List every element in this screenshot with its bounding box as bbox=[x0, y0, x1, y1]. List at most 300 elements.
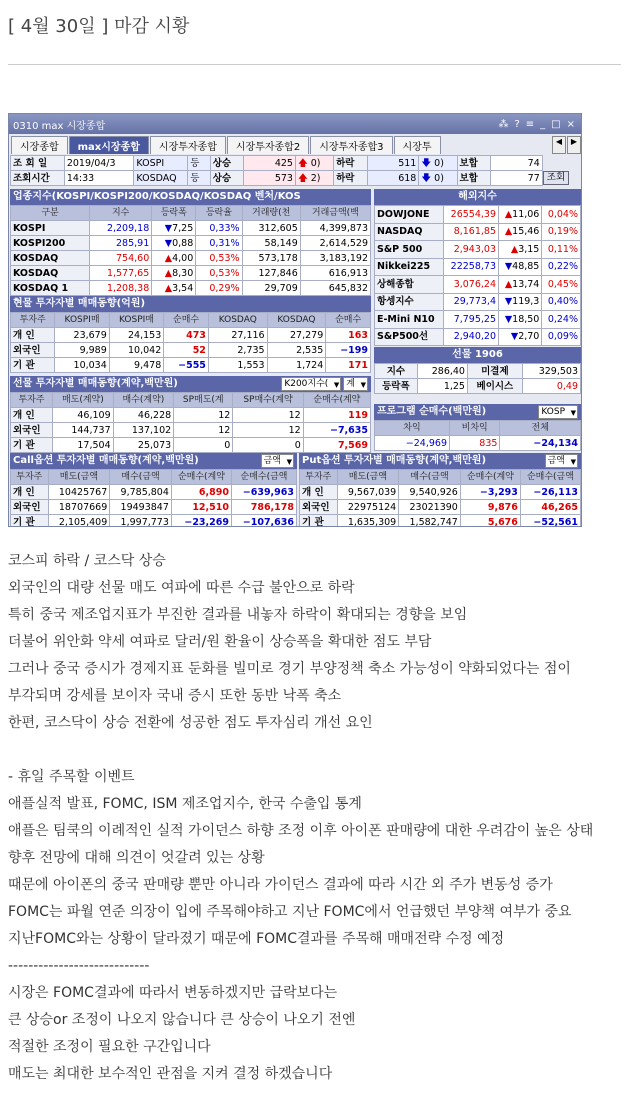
fall-label: 하락 bbox=[334, 156, 368, 171]
col-header: 거래량(천 bbox=[242, 206, 300, 221]
futures-block bbox=[374, 347, 581, 394]
investor-name: 외국인 bbox=[300, 500, 338, 515]
top-summary bbox=[10, 155, 581, 186]
value-cell: 23021390 bbox=[399, 500, 461, 515]
col-header: 매도(금액 bbox=[48, 470, 110, 485]
col-header: KOSPI매 bbox=[55, 313, 109, 328]
value-cell: 1,997,773 bbox=[110, 515, 172, 528]
value-cell: 1,582,747 bbox=[399, 515, 461, 528]
paragraph: 매도는 최대한 보수적인 관점을 지켜 결정 하겠습니다 bbox=[8, 1066, 333, 1082]
col-header: 순매수 bbox=[164, 313, 209, 328]
overseas-name: NASDAQ bbox=[375, 223, 444, 241]
futures-row bbox=[375, 364, 581, 379]
triangle-up-icon: ▲ bbox=[504, 226, 513, 238]
table-row bbox=[375, 293, 581, 311]
tab-market-summary[interactable]: 시장종합 bbox=[11, 136, 68, 154]
net-cell: 52 bbox=[164, 343, 209, 358]
net-cell: 9,876 bbox=[460, 500, 520, 515]
market-name: KOSDAQ bbox=[134, 171, 188, 186]
triangle-down-icon: ▼ bbox=[164, 222, 173, 234]
overseas-pct: 0,04% bbox=[542, 206, 581, 224]
tab-market-invest[interactable]: 시장투자종합 bbox=[150, 136, 226, 154]
paragraph: 향후 전망에 대해 의견이 엇갈려 있는 상황 bbox=[8, 850, 265, 866]
paragraph: 코스피 하락 / 코스닥 상승 bbox=[8, 553, 166, 569]
query-button[interactable]: 조회 bbox=[543, 171, 569, 185]
index-volume: 29,709 bbox=[242, 281, 300, 296]
net-cell: 12,510 bbox=[171, 500, 231, 515]
overseas-block bbox=[374, 189, 581, 346]
table-row bbox=[11, 266, 371, 281]
value-cell: 17,504 bbox=[53, 438, 114, 453]
change-cell bbox=[499, 258, 542, 276]
overseas-body bbox=[375, 206, 581, 346]
col-header: 비차익 bbox=[449, 421, 499, 436]
spot-head-row bbox=[11, 313, 371, 328]
paragraph: 시장은 FOMC결과에 따라서 변동하겠지만 급락보다는 bbox=[8, 985, 338, 1001]
index-pct: 0,53% bbox=[196, 266, 242, 281]
menu-icon[interactable]: ≡ bbox=[525, 118, 535, 130]
overseas-value: 22258,73 bbox=[443, 258, 498, 276]
investor-name: 기 관 bbox=[11, 438, 53, 453]
futures-label: 등락폭 bbox=[375, 379, 418, 394]
market-suffix: 등 bbox=[188, 171, 210, 186]
triangle-up-icon: ▲ bbox=[164, 252, 173, 264]
overseas-value: 26554,39 bbox=[443, 206, 498, 224]
maximize-icon[interactable]: □ bbox=[551, 118, 561, 130]
value-cell: 46,228 bbox=[113, 408, 174, 423]
value-cell: 25,073 bbox=[113, 438, 174, 453]
futures-value: 0,49 bbox=[522, 379, 580, 394]
value-cell: 23,679 bbox=[55, 328, 109, 343]
table-row bbox=[11, 221, 371, 236]
net-cell: −639,963 bbox=[231, 485, 296, 500]
col-header: 투자주 bbox=[11, 393, 53, 408]
value-cell: 9,540,926 bbox=[399, 485, 461, 500]
table-row bbox=[11, 515, 297, 528]
label: 조 회 일 bbox=[11, 156, 65, 171]
col-header: 순매수(금액 bbox=[520, 470, 580, 485]
index-value: 285,91 bbox=[90, 236, 152, 251]
paragraph: 더불어 위안화 약세 여파로 달러/원 환율이 상승폭을 확대한 점도 부담 bbox=[8, 634, 432, 650]
paragraph: - 휴일 주목할 이벤트 bbox=[8, 769, 135, 785]
fall-sub: 0) bbox=[434, 172, 444, 184]
futures-value: 1,25 bbox=[417, 379, 467, 394]
col-header: 매수(금액 bbox=[399, 470, 461, 485]
change-cell bbox=[152, 221, 196, 236]
net-cell: 119 bbox=[303, 408, 370, 423]
investor-name: 기 관 bbox=[11, 358, 55, 373]
index-value: 2,209,18 bbox=[90, 221, 152, 236]
col-header: 지수 bbox=[90, 206, 152, 221]
call-table bbox=[10, 469, 297, 527]
spot-body bbox=[11, 328, 371, 373]
col-header: 순매수(계약 bbox=[171, 470, 231, 485]
table-row bbox=[300, 515, 581, 528]
index-amount: 645,832 bbox=[300, 281, 370, 296]
overseas-value: 3,076,24 bbox=[443, 276, 498, 294]
tab-scroll bbox=[552, 136, 581, 154]
change-value: 3,15 bbox=[518, 243, 540, 255]
value-cell: 1,635,309 bbox=[337, 515, 399, 528]
triangle-down-icon: ▼ bbox=[164, 237, 173, 249]
value-cell: 0 bbox=[174, 438, 233, 453]
change-value: 8,30 bbox=[172, 267, 194, 279]
overseas-value: 2,943,03 bbox=[443, 241, 498, 259]
query-cell bbox=[542, 171, 580, 186]
table-row bbox=[375, 241, 581, 259]
value-cell: 9,567,039 bbox=[337, 485, 399, 500]
triangle-up-icon: ▲ bbox=[164, 267, 173, 279]
col-header: 순매수(금액 bbox=[231, 470, 296, 485]
triangle-down-icon: ▼ bbox=[510, 331, 519, 343]
index-pct: 0,31% bbox=[196, 236, 242, 251]
overseas-value: 2,940,20 bbox=[443, 328, 498, 346]
net-cell: 473 bbox=[164, 328, 209, 343]
col-header: 매도(계약) bbox=[53, 393, 114, 408]
paragraph: ---------------------------- bbox=[8, 958, 150, 974]
value-cell: 9,478 bbox=[109, 358, 163, 373]
value-cell: 137,102 bbox=[113, 423, 174, 438]
net-cell: 6,890 bbox=[171, 485, 231, 500]
col-header: 매도(금액 bbox=[337, 470, 399, 485]
window-titlebar bbox=[9, 114, 581, 134]
investor-name: 개 인 bbox=[11, 485, 49, 500]
change-value: 119,3 bbox=[512, 296, 540, 308]
change-cell bbox=[499, 293, 542, 311]
spacer bbox=[542, 156, 580, 171]
put-header bbox=[299, 453, 581, 469]
change-cell bbox=[499, 311, 542, 329]
window-title: 0310 max 시장종합 bbox=[13, 120, 106, 132]
help-icon[interactable]: ? bbox=[514, 118, 520, 130]
program-arb: −24,969 bbox=[375, 436, 450, 451]
label: 조회시간 bbox=[11, 171, 65, 186]
tab-market-invest-3[interactable]: 시장투자종합3 bbox=[310, 136, 392, 154]
value-cell: 12 bbox=[174, 423, 233, 438]
index-name: KOSDAQ 1 bbox=[11, 281, 90, 296]
col-header: 투자주 bbox=[11, 470, 49, 485]
col-header: 순매수(계약 bbox=[303, 393, 370, 408]
net-cell: 5,676 bbox=[460, 515, 520, 528]
net-cell: −26,113 bbox=[520, 485, 580, 500]
change-cell bbox=[499, 206, 542, 224]
col-header: 차익 bbox=[375, 421, 450, 436]
call-block bbox=[10, 453, 297, 527]
change-value: 18,50 bbox=[512, 313, 540, 325]
value-cell: 12 bbox=[233, 408, 303, 423]
net-cell: 163 bbox=[326, 328, 371, 343]
link-icon[interactable]: ⁂ bbox=[498, 118, 509, 130]
overseas-table bbox=[374, 205, 581, 346]
time-value[interactable]: 14:33 bbox=[64, 171, 134, 186]
overseas-value: 8,161,85 bbox=[443, 223, 498, 241]
investor-name: 개 인 bbox=[11, 408, 53, 423]
put-table bbox=[299, 469, 581, 527]
change-value: 15,46 bbox=[512, 226, 540, 238]
call-header bbox=[10, 453, 297, 469]
tab-market-invest-2[interactable]: 시장투자종합2 bbox=[227, 136, 309, 154]
value-cell: 22975124 bbox=[337, 500, 399, 515]
keep-count: 74 bbox=[491, 156, 543, 171]
index-name: KOSDAQ bbox=[11, 266, 90, 281]
paragraph: 한편, 코스닥이 상승 전환에 성공한 점도 투자심리 개선 요인 bbox=[8, 715, 373, 731]
index-pct: 0,29% bbox=[196, 281, 242, 296]
change-value: 0,88 bbox=[172, 237, 194, 249]
overseas-pct: 0,24% bbox=[542, 311, 581, 329]
keep-count: 77 bbox=[491, 171, 543, 186]
col-header: 등락폭 bbox=[152, 206, 196, 221]
col-header: KOSDAQ bbox=[267, 313, 326, 328]
up-arrow-icon: 🡅 bbox=[297, 172, 308, 184]
value-cell: 1,724 bbox=[267, 358, 326, 373]
change-cell bbox=[499, 241, 542, 259]
table-row bbox=[11, 281, 371, 296]
change-cell bbox=[152, 236, 196, 251]
index-name: KOSPI bbox=[11, 221, 90, 236]
overseas-value: 29,773,4 bbox=[443, 293, 498, 311]
program-total: −24,134 bbox=[500, 436, 581, 451]
market-name: KOSPI bbox=[134, 156, 188, 171]
table-row bbox=[11, 358, 371, 373]
up-label: 상승 bbox=[210, 156, 244, 171]
index-amount: 2,614,529 bbox=[300, 236, 370, 251]
table-row bbox=[11, 438, 371, 453]
paragraph: 때문에 아이폰의 중국 판매량 뿐만 아니라 가이던스 결과에 따라 시간 외 주가 변동성 증가 bbox=[8, 877, 553, 893]
index-volume: 573,178 bbox=[242, 251, 300, 266]
investor-name: 개 인 bbox=[11, 328, 55, 343]
index-select[interactable]: K200지수( ▼ bbox=[281, 377, 341, 391]
col-header: 거래금액(백 bbox=[300, 206, 370, 221]
net-cell: −7,635 bbox=[303, 423, 370, 438]
value-cell: 19493847 bbox=[110, 500, 172, 515]
table-row bbox=[11, 236, 371, 251]
overseas-pct: 0,09% bbox=[542, 328, 581, 346]
index-table bbox=[10, 205, 371, 296]
table-row bbox=[300, 500, 581, 515]
value-cell: 9,989 bbox=[55, 343, 109, 358]
overseas-value: 7,795,25 bbox=[443, 311, 498, 329]
index-body bbox=[11, 221, 371, 296]
col-header: 투자주 bbox=[11, 313, 55, 328]
overseas-name: Nikkei225 bbox=[375, 258, 444, 276]
futures-value: 286,40 bbox=[417, 364, 467, 379]
index-value: 754,60 bbox=[90, 251, 152, 266]
net-cell: −555 bbox=[164, 358, 209, 373]
paragraph: 큰 상승or 조정이 나오지 않습니다 큰 상승이 나오기 전엔 bbox=[8, 1012, 356, 1028]
value-cell: 27,279 bbox=[267, 328, 326, 343]
post-title: [ 4월 30일 ] 마감 시황 bbox=[8, 16, 190, 37]
col-header: SP매도(계 bbox=[174, 393, 233, 408]
put-title: Put옵션 투자자별 매매동향(계약,백만원) bbox=[302, 455, 487, 466]
futures-table bbox=[374, 363, 581, 394]
table-row bbox=[300, 485, 581, 500]
investor-name: 외국인 bbox=[11, 500, 49, 515]
table-row bbox=[11, 343, 371, 358]
overseas-name: 상해종합 bbox=[375, 276, 444, 294]
fut-investor-block bbox=[10, 376, 371, 453]
type-select[interactable]: 계 ▼ bbox=[343, 377, 368, 391]
close-icon[interactable]: × bbox=[566, 118, 575, 130]
investor-name: 기 관 bbox=[300, 515, 338, 528]
up-sub: 0) bbox=[310, 157, 321, 169]
futures-label: 지수 bbox=[375, 364, 418, 379]
up-sub: 2) bbox=[310, 172, 321, 184]
program-title: 프로그램 순매수(백만원) bbox=[377, 406, 487, 417]
change-cell bbox=[152, 281, 196, 296]
paragraph: 적절한 조정이 필요한 구간입니다 bbox=[8, 1039, 211, 1055]
spot-table bbox=[10, 312, 371, 373]
table-row bbox=[375, 311, 581, 329]
fall-sub: 0) bbox=[434, 157, 444, 169]
value-cell: 27,116 bbox=[208, 328, 267, 343]
change-value: 13,74 bbox=[512, 278, 540, 290]
change-value: 7,25 bbox=[172, 222, 194, 234]
fall-detail bbox=[419, 156, 457, 171]
overseas-pct: 0,19% bbox=[542, 223, 581, 241]
change-value: 48,85 bbox=[512, 261, 540, 273]
investor-name: 개 인 bbox=[300, 485, 338, 500]
net-cell: 171 bbox=[326, 358, 371, 373]
index-volume: 58,149 bbox=[242, 236, 300, 251]
overseas-name: DOWJONE bbox=[375, 206, 444, 224]
table-row bbox=[375, 328, 581, 346]
overseas-pct: 0,40% bbox=[542, 293, 581, 311]
tab-right-icon[interactable]: ▶ bbox=[567, 136, 581, 154]
index-head-row bbox=[11, 206, 371, 221]
paragraph: 부각되며 강세를 보이자 국내 증시 또한 동반 낙폭 축소 bbox=[8, 688, 342, 704]
paragraph: 애플은 팀쿡의 이례적인 실적 가이던스 하향 조정 이후 아이폰 판매량에 대한 우려감이 높은 상태 bbox=[8, 823, 594, 839]
table-row bbox=[11, 423, 371, 438]
paragraph: 특히 중국 제조업지표가 부진한 결과를 내놓자 하락이 확대되는 경향을 보임 bbox=[8, 607, 468, 623]
futures-value: 329,503 bbox=[522, 364, 580, 379]
col-header: 전체 bbox=[500, 421, 581, 436]
net-cell: 7,569 bbox=[303, 438, 370, 453]
divider bbox=[8, 64, 621, 65]
fall-count: 618 bbox=[367, 171, 419, 186]
table-row bbox=[11, 328, 371, 343]
col-header: KOSDAQ bbox=[208, 313, 267, 328]
put-body bbox=[300, 485, 581, 528]
index-volume: 312,605 bbox=[242, 221, 300, 236]
fall-detail bbox=[419, 171, 457, 186]
net-cell: −52,561 bbox=[520, 515, 580, 528]
program-table bbox=[374, 420, 581, 451]
paragraph: 지난FOMC와는 상황이 달라졌기 때문에 FOMC결과를 주목해 매매전략 수정 예정 bbox=[8, 931, 505, 947]
window-controls bbox=[498, 119, 581, 130]
index-block bbox=[10, 189, 371, 296]
overseas-name: E-Mini N10 bbox=[375, 311, 444, 329]
futures-label: 미결제 bbox=[467, 364, 522, 379]
table-row bbox=[11, 485, 297, 500]
index-amount: 4,399,873 bbox=[300, 221, 370, 236]
keep-label: 보합 bbox=[457, 156, 491, 171]
date-value[interactable]: 2019/04/3 bbox=[64, 156, 134, 171]
table-row bbox=[375, 258, 581, 276]
investor-name: 기 관 bbox=[11, 515, 49, 528]
tab-left-icon[interactable]: ◀ bbox=[552, 136, 566, 154]
paragraph: 그러나 중국 증시가 경제지표 둔화를 빌미로 경기 부양정책 축소 가능성이 약화되었다는 점이 bbox=[8, 661, 571, 677]
change-cell bbox=[152, 266, 196, 281]
change-value: 2,70 bbox=[518, 331, 540, 343]
col-header: 순매수(계약 bbox=[460, 470, 520, 485]
triangle-down-icon: ▼ bbox=[504, 296, 513, 308]
change-value: 11,06 bbox=[512, 208, 540, 220]
overseas-pct: 0,45% bbox=[542, 276, 581, 294]
value-cell: 12 bbox=[174, 408, 233, 423]
up-count: 425 bbox=[244, 156, 296, 171]
call-body bbox=[11, 485, 297, 528]
paragraph: FOMC는 파월 연준 의장이 입에 주목해야하고 지난 FOMC에서 언급했던 부양책 여부가 중요 bbox=[8, 904, 572, 920]
table-row bbox=[11, 500, 297, 515]
put-head-row bbox=[300, 470, 581, 485]
change-cell bbox=[152, 251, 196, 266]
futures-label: 베이시스 bbox=[467, 379, 522, 394]
investor-name: 외국인 bbox=[11, 423, 53, 438]
net-cell: −107,636 bbox=[231, 515, 296, 528]
index-pct: 0,53% bbox=[196, 251, 242, 266]
index-value: 1,577,65 bbox=[90, 266, 152, 281]
change-value: 4,00 bbox=[172, 252, 194, 264]
program-select[interactable]: KOSP ▼ bbox=[538, 405, 578, 419]
change-cell bbox=[499, 328, 542, 346]
paragraph: 외국인의 대량 선물 매도 여파에 따른 수급 불안으로 하락 bbox=[8, 580, 355, 596]
value-cell: 2,535 bbox=[267, 343, 326, 358]
up-count: 573 bbox=[244, 171, 296, 186]
post-body bbox=[8, 548, 620, 1088]
index-amount: 616,913 bbox=[300, 266, 370, 281]
change-value: 3,54 bbox=[172, 282, 194, 294]
tab-market-invest-more[interactable]: 시장투 bbox=[394, 136, 441, 154]
overseas-name: S&P500선 bbox=[375, 328, 444, 346]
change-cell bbox=[499, 276, 542, 294]
tab-max-market-summary[interactable]: max시장종합 bbox=[69, 136, 149, 154]
paragraph bbox=[8, 737, 620, 764]
triangle-up-icon: ▲ bbox=[164, 282, 173, 294]
program-header bbox=[374, 404, 581, 420]
spot-header: 현물 투자자별 매매동향(억원) bbox=[10, 296, 371, 312]
triangle-down-icon: ▼ bbox=[504, 261, 513, 273]
market-suffix: 등 bbox=[188, 156, 210, 171]
net-cell: −199 bbox=[326, 343, 371, 358]
program-head-row bbox=[375, 421, 581, 436]
put-select[interactable]: 금액 ▼ bbox=[545, 454, 578, 468]
call-head-row bbox=[11, 470, 297, 485]
up-detail bbox=[295, 156, 333, 171]
index-header: 업종지수(KOSPI/KOSPI200/KOSDAQ/KOSDAQ 벤처/KOS bbox=[10, 189, 371, 205]
change-cell bbox=[499, 223, 542, 241]
index-value: 1,208,38 bbox=[90, 281, 152, 296]
put-block bbox=[299, 453, 581, 527]
net-cell: −23,269 bbox=[171, 515, 231, 528]
fut-investor-table bbox=[10, 392, 371, 453]
table-row bbox=[375, 206, 581, 224]
program-row bbox=[375, 436, 581, 451]
hts-window bbox=[8, 113, 582, 527]
minimize-icon[interactable]: _ bbox=[540, 118, 546, 130]
overseas-header: 해외지수 bbox=[374, 189, 581, 205]
index-name: KOSDAQ bbox=[11, 251, 90, 266]
call-select[interactable]: 금액 ▼ bbox=[261, 454, 294, 468]
fut-investor-title: 선물 투자자별 매매동향(계약,백만원) bbox=[13, 378, 178, 389]
value-cell: 10425767 bbox=[48, 485, 110, 500]
tab-bar bbox=[9, 136, 581, 154]
triangle-up-icon: ▲ bbox=[510, 243, 519, 255]
net-cell: 786,178 bbox=[231, 500, 296, 515]
program-block bbox=[374, 404, 581, 451]
value-cell: 2,735 bbox=[208, 343, 267, 358]
fall-label: 하락 bbox=[334, 171, 368, 186]
col-header: 투자주 bbox=[300, 470, 338, 485]
